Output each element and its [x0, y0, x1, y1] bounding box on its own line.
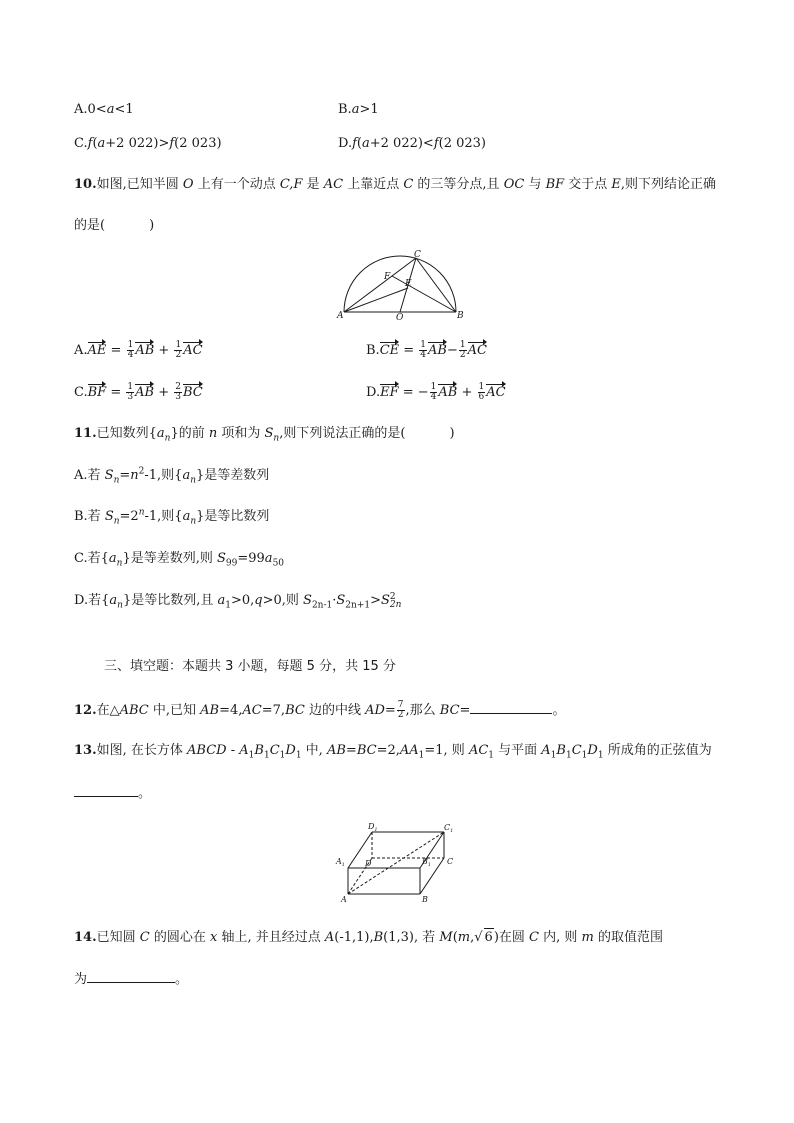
q9-option-c: C.f(a+2 022)>f(2 023): [74, 136, 222, 151]
q9-option-b: B.a>1: [338, 102, 379, 117]
label-B1: $B_1$: [422, 857, 432, 868]
label-E: E: [405, 279, 412, 289]
label-B: B: [422, 895, 428, 904]
label-A1: $A_1$: [336, 857, 345, 868]
q11-option-a: A.若 $S_n=n^2-1$,则$\{a_n\}$是等差数列: [74, 466, 270, 486]
section-3-heading: 三、填空题：本题共 3 小题，每题 5 分，共 15 分: [104, 659, 396, 674]
q11-option-d: D.若$\{a_n\}$是等比数列,且 $a_1>0,q>0$,则 $S_{2n-1}\cdot S_{2n+1}>S$ 2 2n: [74, 591, 402, 611]
q14-stem-line2: 为 。: [74, 972, 189, 987]
q10-option-b: B.CE = $\frac{1}{4}$ AB− $\frac{1}{2}$ AC: [366, 340, 487, 360]
q12-answer-blank[interactable]: [470, 713, 552, 714]
q13-stem-line2: 。: [74, 785, 151, 803]
q10-option-a: A.AE = $\frac{1}{4}$ AB + $\frac{1}{2}$ AC: [74, 340, 203, 360]
q10-stem-line2: 的是( ): [74, 218, 155, 233]
q13-answer-blank[interactable]: [74, 796, 138, 797]
label-D1: $D_1$: [368, 822, 378, 833]
label-B: B: [457, 311, 464, 320]
q14-answer-blank[interactable]: [87, 982, 175, 983]
q9-option-d: D.f(a+2 022)<f(2 023): [338, 136, 487, 151]
q12-stem: 12.在△ABC 中,已知 AB=4,AC=7,BC 边的中线 AD= $\frac{7}{2}$ ,那么 BC= 。: [74, 700, 566, 720]
q10-option-d: D.EF = − $\frac{1}{4}$ AB + $\frac{1}{6}$ AC: [366, 382, 506, 402]
label-F: F: [384, 272, 391, 282]
label-O: O: [396, 313, 404, 320]
q13-cuboid-figure: [332, 820, 462, 905]
label-C1: $C_1$: [444, 823, 454, 834]
q14-stem-line1: 14.已知圆 C 的圆心在 x 轴上, 并且经过点 A(-1,1),B(1,3), 若 M(m,√ 6)在圆 C 内, 则 m 的取值范围: [74, 930, 663, 945]
label-D: D: [365, 859, 372, 868]
label-C: C: [447, 857, 454, 866]
q10-semicircle-figure: [336, 250, 466, 320]
q13-stem-line1: 13.如图, 在长方体 ABCD - $A_1B_1C_1D_1$ 中, $AB=BC=2,AA_1=1$, 则 $AC_1$ 与平面 $A_1B_1C_1D_1$ 所成角的正弦值为: [74, 743, 712, 761]
q11-stem: 11.已知数列$\{a_n\}$的前 n 项和为 $S_n$,则下列说法正确的是( ): [74, 426, 455, 444]
q9-option-a: A.0<a<1: [74, 102, 134, 117]
q11-option-c: C.若$\{a_n\}$是等差数列,则 $S_{99}=99a_{50}$: [74, 551, 285, 569]
q11-option-b: B.若 $S_n=2^n-1$,则$\{a_n\}$是等比数列: [74, 507, 270, 527]
label-C: C: [414, 250, 421, 260]
q10-option-c: C.BF = $\frac{1}{3}$ AB + $\frac{2}{3}$ BC: [74, 382, 203, 402]
label-A: A: [341, 895, 347, 904]
label-A: A: [337, 311, 344, 320]
q10-stem-line1: 10.如图,已知半圆 O 上有一个动点 C,F 是 AC 上靠近点 C 的三等分点,且 OC 与 BF 交于点 E,则下列结论正确: [74, 177, 717, 192]
